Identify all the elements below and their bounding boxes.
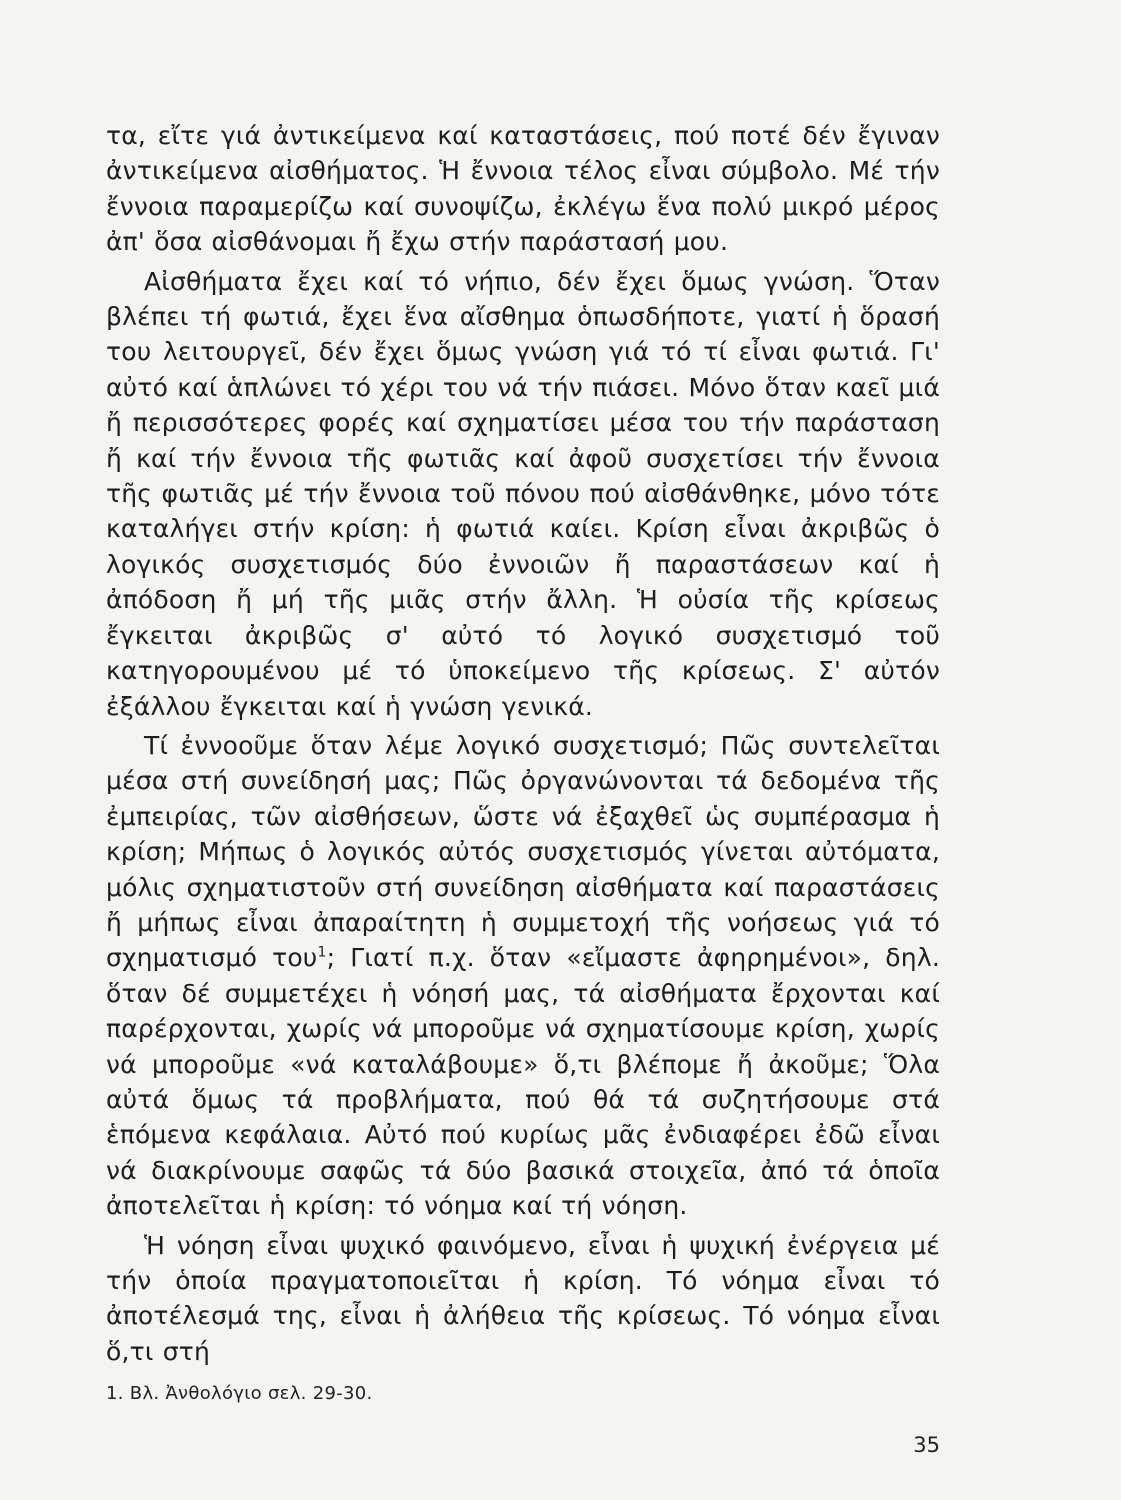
body-text xyxy=(106,118,940,1373)
paragraph-3-part-1: Τί ἐννοοῦμε ὅταν λέμε λογικό συσχετισμό; Πῶς συντελεῖται μέσα στή συνείδησή μας; Πῶς ὀργανώνονται τά δεδομένα τῆς ἐμπειρίας, τῶν αἰσθήσεων, ὥστε νά ἐξαχθεῖ ὡς συμπέρασμα ἡ κρίση; Μήπως ὁ λογικός αὐτός συσχετισμός γίνεται αὐτόματα, μόλις σχηματιστοῦν στή συνείδηση αἰσθήματα καί παραστάσεις ἤ μήπως εἶναι ἀπαραίτητη ἡ συμμετοχή τῆς νοήσεως γιά τό σχηματισμό του xyxy=(106,730,940,973)
footnote: 1. Βλ. Ἀνθολόγιο σελ. 29-30. xyxy=(106,1383,373,1404)
footnote-reference: 1 xyxy=(317,945,327,962)
paragraph-1: τα, εἴτε γιά ἀντικείμενα καί καταστάσεις, πού ποτέ δέν ἔγιναν ἀντικείμενα αἰσθήματος. Ἡ ἔννοια τέλος εἶναι σύμβολο. Μέ τήν ἔννοια παραμερίζω καί συνοψίζω, ἐκλέγω ἕνα πολύ μικρό μέρος ἀπ' ὅσα αἰσθάνομαι ἤ ἔχω στήν παράστασή μου. xyxy=(106,121,940,257)
paragraph-3-part-2: ; Γιατί π.χ. ὅταν «εἴμαστε ἀφηρημένοι», δηλ. ὅταν δέ συμμετέχει ἡ νόησή μας, τά αἰσθήματα ἔρχονται καί παρέρχονται, χωρίς νά μποροῦμε νά σχηματίσουμε κρίση, χωρίς νά μποροῦμε «νά καταλάβουμε» ὅ,τι βλέπομε ἤ ἀκοῦμε; Ὅλα αὐτά ὅμως τά προβλήματα, πού θά τά συζητήσουμε στά ἑπόμενα κεφάλαια. Αὐτό πού κυρίως μᾶς ἐνδιαφέρει ἐδῶ εἶναι νά διακρίνουμε σαφῶς τά δύο βασικά στοιχεῖα, ἀπό τά ὁποῖα ἀποτελεῖται ἡ κρίση: τό νόημα καί τή νόηση. xyxy=(106,943,940,1221)
page-number: 35 xyxy=(913,1433,940,1457)
paragraph-4: Ἡ νόηση εἶναι ψυχικό φαινόμενο, εἶναι ἡ ψυχική ἐνέργεια μέ τήν ὁποία πραγματοποιεῖται ἡ κρίση. Τό νόημα εἶναι τό ἀποτέλεσμά της, εἶναι ἡ ἀλήθεια τῆς κρίσεως. Τό νόημα εἶναι ὅ,τι στή xyxy=(106,1230,940,1366)
paragraph-2: Αἰσθήματα ἔχει καί τό νήπιο, δέν ἔχει ὅμως γνώση. Ὅταν βλέπει τή φωτιά, ἔχει ἕνα αἴσθημα ὁπωσδήποτε, γιατί ἡ ὅρασή του λειτουργεῖ, δέν ἔχει ὅμως γνώση γιά τό τί εἶναι φωτιά. Γι' αὐτό καί ἁπλώνει τό χέρι του νά τήν πιάσει. Μόνο ὅταν καεῖ μιά ἤ περισσότερες φορές καί σχηματίσει μέσα του τήν παράσταση ἤ καί τήν ἔννοια τῆς φωτιᾶς καί ἀφοῦ συσχετίσει τήν ἔννοια τῆς φωτιᾶς μέ τήν ἔννοια τοῦ πόνου πού αἰσθάνθηκε, μόνο τότε καταλήγει στήν κρίση: ἡ φωτιά καίει. Κρίση εἶναι ἀκριβῶς ὁ λογικός συσχετισμός δύο ἐννοιῶν ἤ παραστάσεων καί ἡ ἀπόδοση ἤ μή τῆς μιᾶς στήν ἄλλη. Ἡ οὐσία τῆς κρίσεως ἔγκειται ἀκριβῶς σ' αὐτό τό λογικό συσχετισμό τοῦ κατηγορουμένου μέ τό ὑποκείμενο τῆς κρίσεως. Σ' αὐτόν ἐξάλλου ἔγκειται καί ἡ γνώση γενικά. xyxy=(106,266,940,721)
paragraph-3 xyxy=(106,728,940,1224)
